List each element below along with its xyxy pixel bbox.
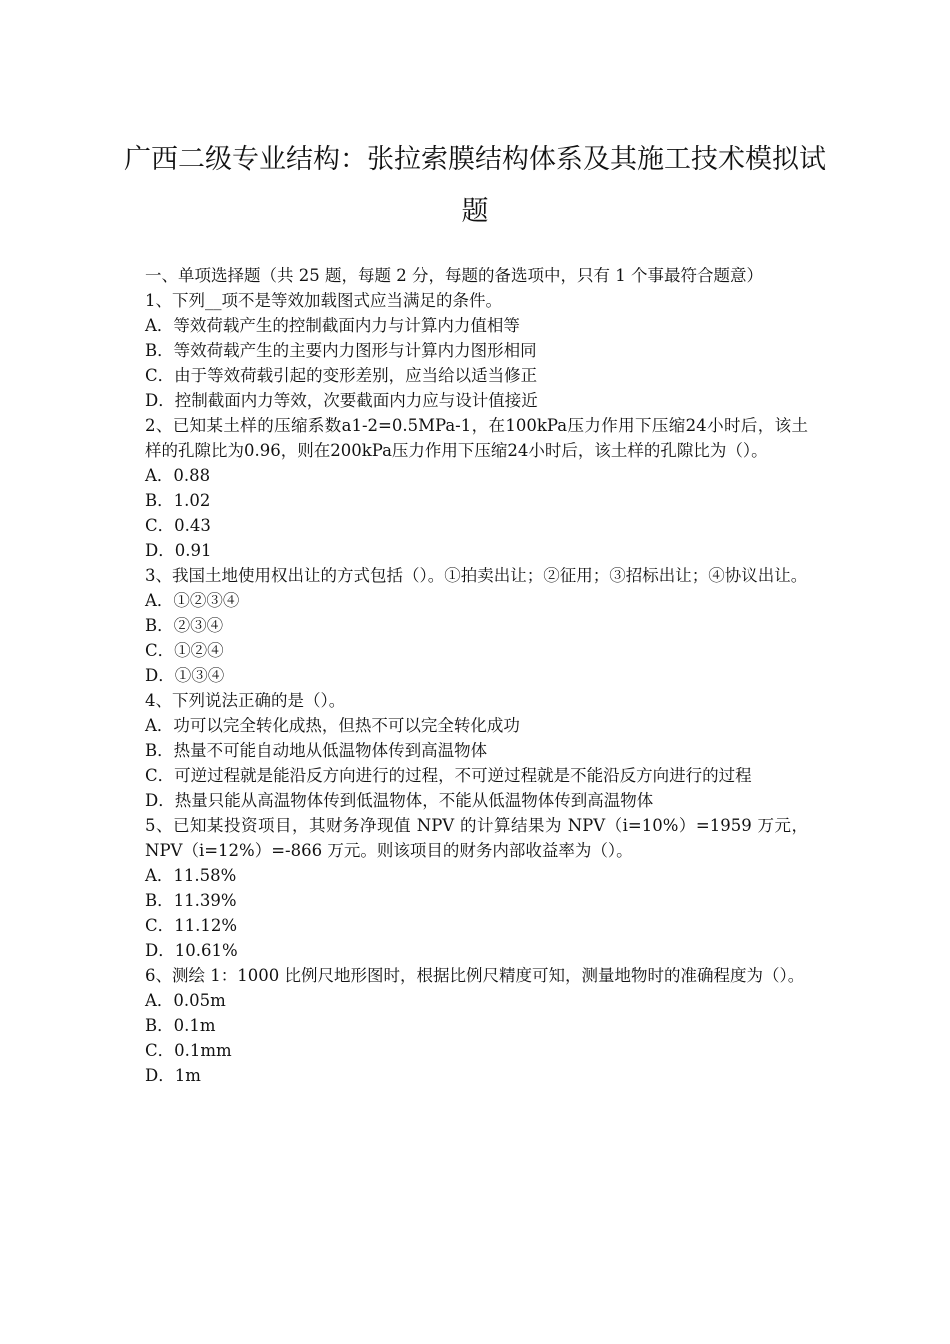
- answer-option: C．0.43: [145, 516, 211, 535]
- question-6: [145, 963, 808, 1088]
- answer-option: A．0.05m: [145, 991, 226, 1010]
- answer-option: A．0.88: [145, 466, 211, 485]
- answer-option: B．等效荷载产生的主要内力图形与计算内力图形相同: [145, 341, 537, 360]
- answer-option: A．①②③④: [145, 591, 240, 610]
- document-body: [145, 263, 808, 1088]
- answer-option: B．0.1m: [145, 1016, 216, 1035]
- question-stem: 3、我国土地使用权出让的方式包括（）。①拍卖出让；②征用；③招标出让；④协议出让。: [145, 566, 808, 585]
- answer-option: B．②③④: [145, 616, 224, 635]
- answer-option: D．①③④: [145, 666, 225, 685]
- answer-option: C．可逆过程就是能沿反方向进行的过程，不可逆过程就是不能沿反方向进行的过程: [145, 766, 752, 785]
- answer-option: D．控制截面内力等效，次要截面内力应与设计值接近: [145, 391, 538, 410]
- answer-option: B．热量不可能自动地从低温物体传到高温物体: [145, 741, 488, 760]
- answer-option: B．11.39%: [145, 891, 237, 910]
- question-3: [145, 563, 808, 688]
- question-stem: 4、下列说法正确的是（）。: [145, 691, 346, 710]
- question-4: [145, 688, 808, 813]
- answer-option: A．功可以完全转化成热，但热不可以完全转化成功: [145, 716, 520, 735]
- section-header: 一、单项选择题（共 25 题，每题 2 分，每题的备选项中，只有 1 个事最符合题意）: [145, 266, 763, 285]
- document-title: [120, 134, 830, 238]
- question-2: [145, 413, 808, 563]
- answer-option: A．等效荷载产生的控制截面内力与计算内力值相等: [145, 316, 520, 335]
- question-stem: 1、下列__项不是等效加载图式应当满足的条件。: [145, 291, 502, 310]
- question-stem: 5、已知某投资项目，其财务净现值 NPV 的计算结果为 NPV（i=10%）=1959 万元，NPV（i=12%）=-866 万元。则该项目的财务内部收益率为（）。: [145, 816, 808, 860]
- answer-option: D．0.91: [145, 541, 212, 560]
- answer-option: D．10.61%: [145, 941, 238, 960]
- answer-option: C．①②④: [145, 641, 224, 660]
- answer-option: C．0.1mm: [145, 1041, 232, 1060]
- answer-option: C．11.12%: [145, 916, 238, 935]
- answer-option: A．11.58%: [145, 866, 237, 885]
- answer-option: C．由于等效荷载引起的变形差别，应当给以适当修正: [145, 366, 538, 385]
- answer-option: D．1m: [145, 1066, 201, 1085]
- question-stem: 6、测绘 1：1000 比例尺地形图时，根据比例尺精度可知，测量地物时的准确程度为（）。: [145, 966, 805, 985]
- question-stem: 2、已知某土样的压缩系数a1-2=0.5MPa-1，在100kPa压力作用下压缩24小时后，该土样的孔隙比为0.96，则在200kPa压力作用下压缩24小时后，该土样的孔隙比为（）。: [145, 416, 808, 460]
- document-title-text: 广西二级专业结构：张拉索膜结构体系及其施工技术模拟试题: [124, 144, 826, 227]
- answer-option: B．1.02: [145, 491, 211, 510]
- question-5: [145, 813, 808, 963]
- question-1: [145, 288, 808, 413]
- answer-option: D．热量只能从高温物体传到低温物体，不能从低温物体传到高温物体: [145, 791, 654, 810]
